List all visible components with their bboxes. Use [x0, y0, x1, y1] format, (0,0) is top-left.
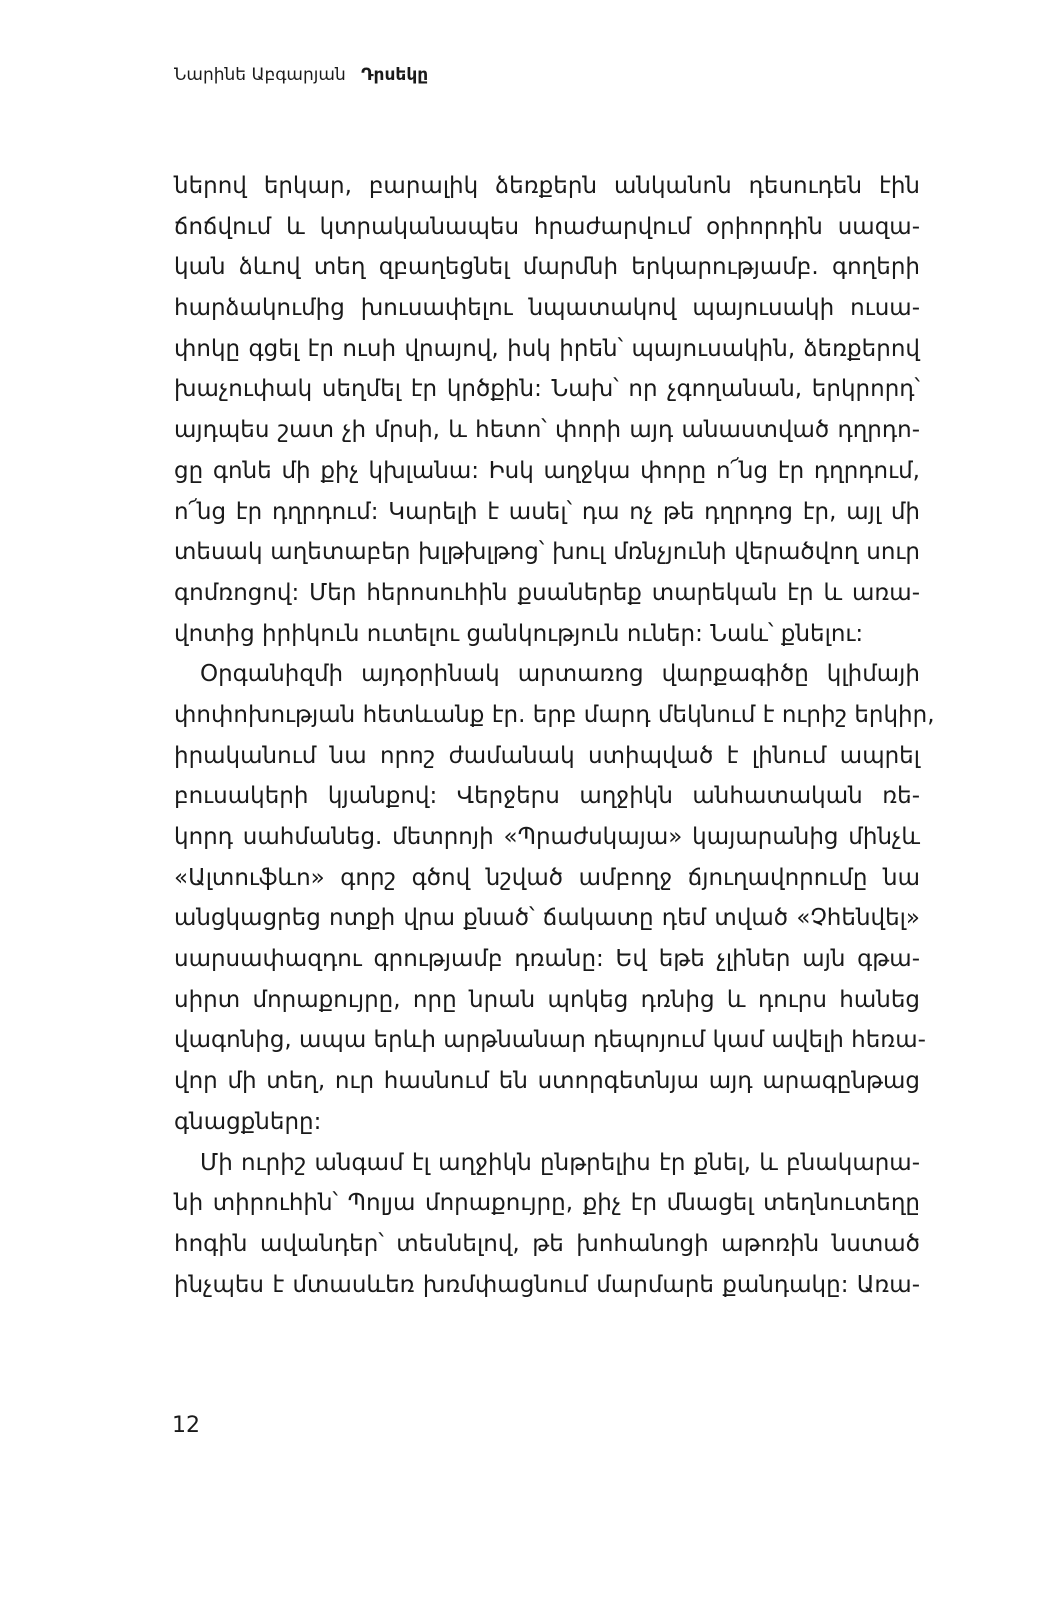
- text-line: փոկը գցել էր ուսի վրայով, իսկ իրեն՝ պայուսակին, ձեռքերով: [174, 335, 920, 362]
- text-line: ցը գոնե մի քիչ կխլանա: Իսկ աղջկա փորը ո՜նց էր դղրդում,: [174, 457, 920, 484]
- text-line: խաչուփակ սեղմել էր կրծքին: Նախ՝ որ չգողանան, երկրորդ՝: [174, 376, 920, 403]
- text-line: կորդ սահմանեց. մետրոյի «Պրաժսկայա» կայարանից մինչև: [174, 824, 920, 850]
- text-line: տեսակ աղետաբեր խլթխլթոց՝ խուլ մռնչյունի վերածվող սուր: [174, 539, 920, 566]
- text-line: ո՜նց էր դղրդում: Կարելի է ասել՝ դա ոչ թե դղրդոց էր, այլ մի: [174, 498, 920, 525]
- body-text: [174, 166, 935, 1305]
- text-line: նի տիրուհին՝ Պոլյա մորաքույրը, քիչ էր մնացել տեղնուտեղը: [174, 1190, 920, 1217]
- text-line: գոմռոցով: Մեր հերոսուհին քսաներեք տարեկան էր և առա-: [174, 579, 920, 606]
- text-line: «Ալտուֆևո» գորշ գծով նշված ամբողջ ճյուղավորումը նա: [174, 864, 920, 891]
- text-line: փոփոխության հետևանք էր. երբ մարդ մեկնում է ուրիշ երկիր,: [174, 701, 935, 728]
- text-line: վոտից իրիկուն ուտելու ցանկություն ուներ: Նաև՝ քնելու:: [174, 620, 864, 647]
- text-line: Օրգանիզմի այդօրինակ արտառոց վարքագիծը կլիմայի: [200, 661, 920, 688]
- text-line: բուսակերի կյանքով: Վերջերս աղջիկն անհատական ռե-: [174, 783, 920, 810]
- text-line: ճոճվում և կտրականապես հրաժարվում օրիորդին սազա-: [174, 213, 920, 240]
- text-line: սարսափազդու գրությամբ դռանը: Եվ եթե չլիներ այն գթա-: [174, 946, 920, 973]
- text-line: սիրտ մորաքույրը, որը նրան պոկեց դռնից և դուրս հանեց: [174, 986, 920, 1013]
- header-book-title: Դրսեկը: [361, 65, 429, 85]
- page-number: 12: [172, 1413, 200, 1438]
- text-line: այդպես շատ չի մրսի, և հետո՝ փորի այդ անաստված դղրդո-: [174, 417, 920, 444]
- text-line: ինչպես է մտասևեռ խռմփացնում մարմարե քանդակը: Առա-: [174, 1271, 920, 1298]
- running-header: [174, 64, 428, 86]
- text-line: վոր մի տեղ, ուր հասնում են ստորգետնյա այդ արագընթաց: [174, 1068, 920, 1095]
- text-line: հոգին ավանդեր՝ տեսնելով, թե խոհանոցի աթոռին նստած: [174, 1230, 920, 1257]
- text-line: անցկացրեց ոտքի վրա քնած՝ ճակատը դեմ տված «Չհենվել»: [174, 905, 920, 932]
- text-line: գնացքները:: [174, 1108, 322, 1135]
- text-line: իրականում նա որոշ ժամանակ ստիպված է լինում ապրել: [174, 742, 920, 769]
- header-author: Նարինե Աբգարյան: [174, 65, 346, 85]
- text-line: կան ձևով տեղ զբաղեցնել մարմնի երկարությամբ. գողերի: [174, 254, 920, 281]
- text-line: Մի ուրիշ անգամ էլ աղջիկն ընթրելիս էր քնել, և բնակարա-: [200, 1149, 920, 1176]
- text-line: ներով երկար, բարալիկ ձեռքերն անկանոն դեսուդեն էին: [174, 173, 920, 199]
- text-line: հարձակումից խուսափելու նպատակով պայուսակի ուսա-: [174, 295, 920, 322]
- text-line: վագոնից, ապա երևի արթնանար դեպոյում կամ ավելի հեռա-: [174, 1027, 926, 1054]
